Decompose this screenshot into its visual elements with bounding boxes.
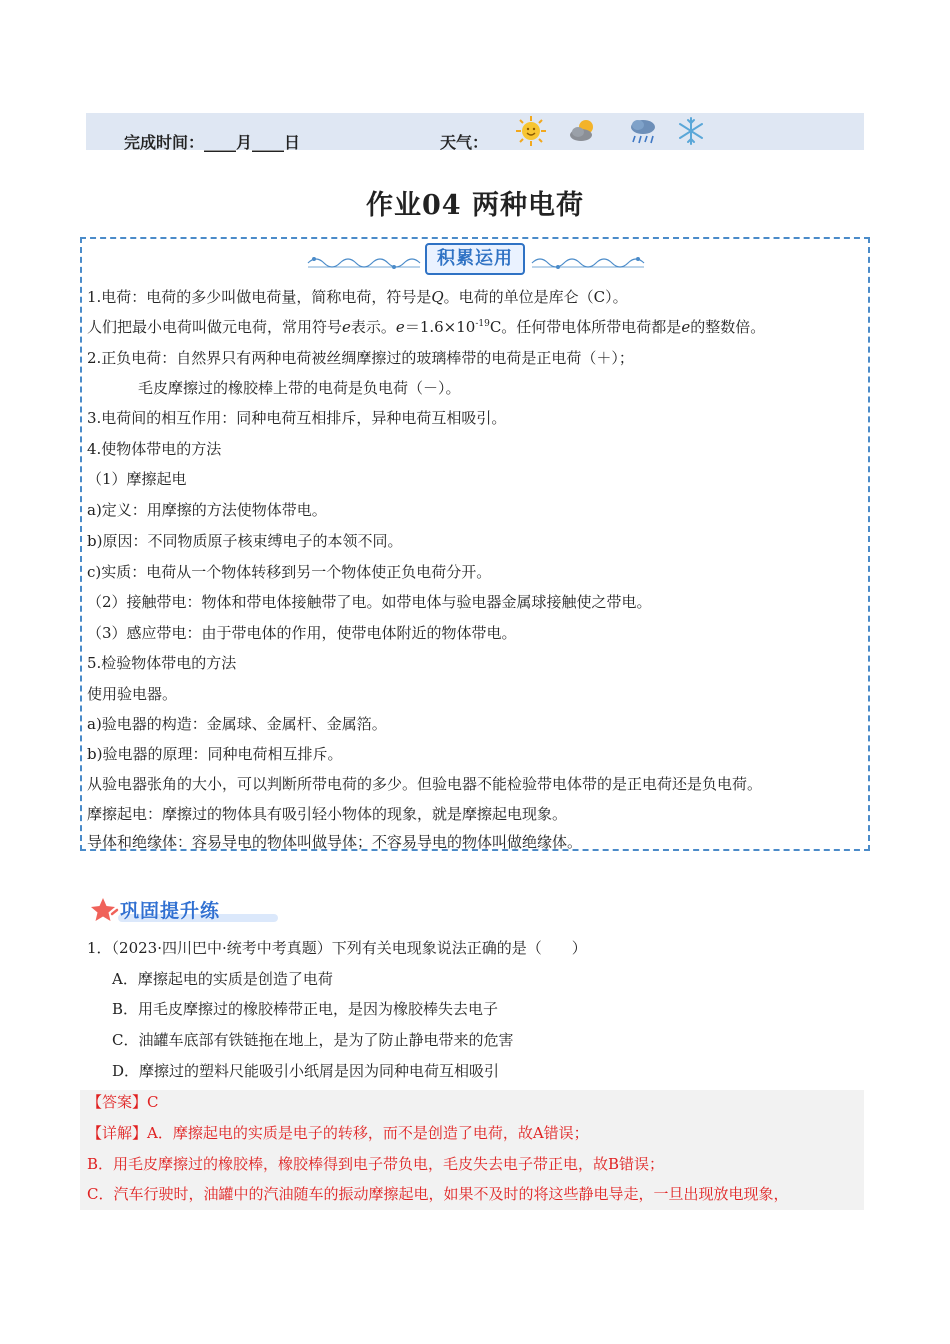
knowledge-line: a)验电器的构造：金属球、金属杆、金属箔。 — [87, 715, 387, 733]
knowledge-line: 摩擦起电：摩擦过的物体具有吸引轻小物体的现象，就是摩擦起电现象。 — [87, 805, 568, 823]
knowledge-line: （2）接触带电：物体和带电体接触带了电。如带电体与验电器金属球接触使之带电。 — [87, 593, 652, 611]
explanation-line: B．用毛皮摩擦过的橡胶棒，橡胶棒得到电子带负电，毛皮失去电子带正电，故B错误； — [87, 1155, 665, 1173]
knowledge-line: 使用验电器。 — [87, 685, 178, 703]
option-b: B．用毛皮摩擦过的橡胶棒带正电，是因为橡胶棒失去电子 — [112, 1000, 499, 1018]
knowledge-badge-row — [306, 243, 646, 277]
rain-icon — [626, 114, 660, 148]
knowledge-badge: 积累运用 — [425, 243, 525, 275]
knowledge-line: b)验电器的原理：同种电荷相互排斥。 — [87, 745, 343, 763]
knowledge-line: b)原因：不同物质原子核束缚电子的本领不同。 — [87, 532, 403, 550]
knowledge-line: 从验电器张角的大小，可以判断所带电荷的多少。但验电器不能检验带电体带的是正电荷还是负电荷。 — [87, 775, 763, 793]
practice-heading — [90, 892, 270, 926]
practice-heading-text: 巩固提升练 — [120, 900, 221, 922]
question-stem: 1．（2023·四川巴中·统考中考真题）下列有关电现象说法正确的是（ ） — [87, 939, 587, 957]
explanation-line: 【详解】A．摩擦起电的实质是电子的转移，而不是创造了电荷，故A错误； — [87, 1124, 589, 1142]
page-title: 作业04 两种电荷 — [366, 190, 584, 221]
completion-date-label: 完成时间：____月____日 — [124, 133, 301, 152]
knowledge-line: c)实质：电荷从一个物体转移到另一个物体使正负电荷分开。 — [87, 563, 492, 581]
option-c: C．油罐车底部有铁链拖在地上，是为了防止静电带来的危害 — [112, 1031, 514, 1049]
knowledge-line: 4.使物体带电的方法 — [87, 440, 222, 458]
star-icon — [90, 896, 120, 926]
cloudy-icon — [566, 114, 600, 148]
option-a: A．摩擦起电的实质是创造了电荷 — [112, 970, 333, 988]
knowledge-line: 2.正负电荷：自然界只有两种电荷被丝绸摩擦过的玻璃棒带的电荷是正电荷（＋）； — [87, 349, 634, 367]
knowledge-line: （3）感应带电：由于带电体的作用，使带电体附近的物体带电。 — [87, 624, 517, 642]
knowledge-line: 导体和绝缘体：容易导电的物体叫做导体；不容易导电的物体叫做绝缘体。 — [87, 833, 583, 851]
knowledge-line: a)定义：用摩擦的方法使物体带电。 — [87, 501, 327, 519]
knowledge-line: 1.电荷：电荷的多少叫做电荷量，简称电荷，符号是Q。电荷的单位是库仑（C）。 — [87, 288, 628, 306]
knowledge-line: 毛皮摩擦过的橡胶棒上带的电荷是负电荷（－）。 — [138, 379, 461, 397]
knowledge-line: 人们把最小电荷叫做元电荷，常用符号e表示。$e=1.6\times 10^{-19}C$。任何带电体所带电荷都是e的整数倍。 — [87, 318, 766, 336]
option-d: D．摩擦过的塑料尺能吸引小纸屑是因为同种电荷互相吸引 — [112, 1062, 500, 1080]
explanation-line: C．汽车行驶时，油罐中的汽油随车的振动摩擦起电，如果不及时的将这些静电导走，一旦出现放电现象， — [87, 1185, 789, 1203]
answer-line: 【答案】C — [87, 1093, 159, 1111]
snowflake-icon — [674, 114, 708, 148]
weather-label: 天气： — [440, 133, 489, 152]
knowledge-line: 3.电荷间的相互作用：同种电荷互相排斥，异种电荷互相吸引。 — [87, 409, 507, 427]
sun-icon — [514, 114, 548, 148]
knowledge-line: （1）摩擦起电 — [87, 470, 187, 488]
knowledge-line: 5.检验物体带电的方法 — [87, 654, 237, 672]
